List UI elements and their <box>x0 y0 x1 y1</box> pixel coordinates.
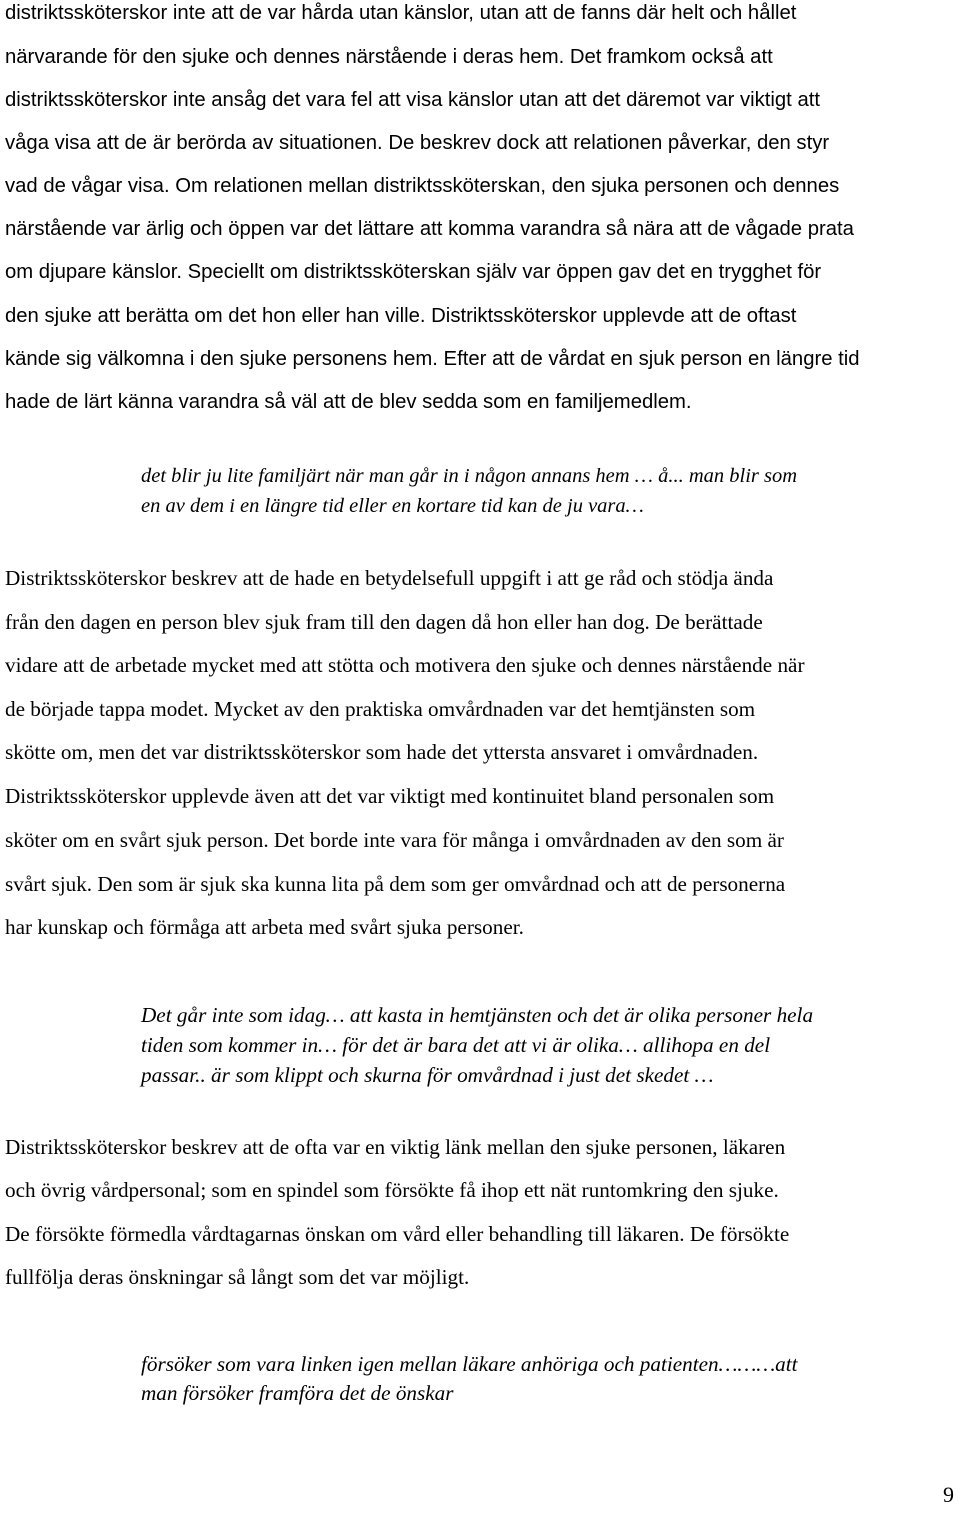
quote-line: man försöker framföra det de önskar <box>141 1381 454 1405</box>
quote-line: försöker som vara linken igen mellan läkare anhöriga och patienten………att <box>141 1352 798 1376</box>
paragraph-line: fullfölja deras önskningar så långt som det var möjligt. <box>5 1265 470 1289</box>
quote-line: passar.. är som klippt och skurna för omvårdnad i just det skedet … <box>141 1063 714 1087</box>
paragraph-line: svårt sjuk. Den som är sjuk ska kunna lita på dem som ger omvårdnad och att de personerna <box>5 872 786 896</box>
paragraph-line: Distriktssköterskor upplevde även att det var viktigt med kontinuitet bland personalen som <box>5 784 775 808</box>
paragraph-line: distriktssköterskor inte att de var hårda utan känslor, utan att de fanns där helt och hållet <box>5 2 797 24</box>
paragraph-line: närstående var ärlig och öppen var det lättare att komma varandra så nära att de vågade prata <box>5 218 854 240</box>
paragraph-line: hade de lärt känna varandra så väl att de blev sedda som en familjemedlem. <box>5 391 692 413</box>
paragraph-line: våga visa att de är berörda av situationen. De beskrev dock att relationen påverkar, den styr <box>5 132 830 154</box>
paragraph-line: sköter om en svårt sjuk person. Det borde inte vara för många i omvårdnaden av den som är <box>5 828 784 852</box>
paragraph-line: vad de vågar visa. Om relationen mellan distriktssköterskan, den sjuka personen och dennes <box>5 175 840 197</box>
paragraph-line: skötte om, men det var distriktssköterskor som hade det yttersta ansvaret i omvårdnaden. <box>5 740 759 764</box>
paragraph-line: den sjuke att berätta om det hon eller han ville. Distriktssköterskor upplevde att de oftast <box>5 305 797 327</box>
paragraph-line: kände sig välkomna i den sjuke personens hem. Efter att de vårdat en sjuk person en längre tid <box>5 348 860 370</box>
paragraph-line: Distriktssköterskor beskrev att de ofta var en viktig länk mellan den sjuke personen, läkaren <box>5 1135 786 1159</box>
quote-line: tiden som kommer in… för det är bara det att vi är olika… allihopa en del <box>141 1033 771 1057</box>
paragraph-line: från den dagen en person blev sjuk fram till den dagen då hon eller han dog. De berättade <box>5 610 763 634</box>
quote-line: en av dem i en längre tid eller en kortare tid kan de ju vara… <box>141 495 644 517</box>
paragraph-line: de började tappa modet. Mycket av den praktiska omvårdnaden var det hemtjänsten som <box>5 697 756 721</box>
quote-line: Det går inte som idag… att kasta in hemtjänsten och det är olika personer hela <box>141 1003 814 1027</box>
paragraph-line: De försökte förmedla vårdtagarnas önskan om vård eller behandling till läkaren. De försökte <box>5 1222 790 1246</box>
paragraph-line: närvarande för den sjuke och dennes närstående i deras hem. Det framkom också att <box>5 46 773 68</box>
page-number: 9 <box>943 1482 954 1507</box>
paragraph-line: vidare att de arbetade mycket med att stötta och motivera den sjuke och dennes närstående när <box>5 653 805 677</box>
quote-line: det blir ju lite familjärt när man går in i någon annans hem … å... man blir som <box>141 465 798 487</box>
paragraph-line: distriktssköterskor inte ansåg det vara fel att visa känslor utan att det däremot var viktigt att <box>5 89 821 111</box>
paragraph-line: Distriktssköterskor beskrev att de hade en betydelsefull uppgift i att ge råd och stödja ända <box>5 566 774 590</box>
paragraph-line: om djupare känslor. Speciellt om distriktssköterskan själv var öppen gav det en trygghet för <box>5 261 822 283</box>
paragraph-line: har kunskap och förmåga att arbeta med svårt sjuka personer. <box>5 915 524 939</box>
paragraph-line: och övrig vårdpersonal; som en spindel som försökte få ihop ett nät runtomkring den sjuke. <box>5 1178 779 1202</box>
